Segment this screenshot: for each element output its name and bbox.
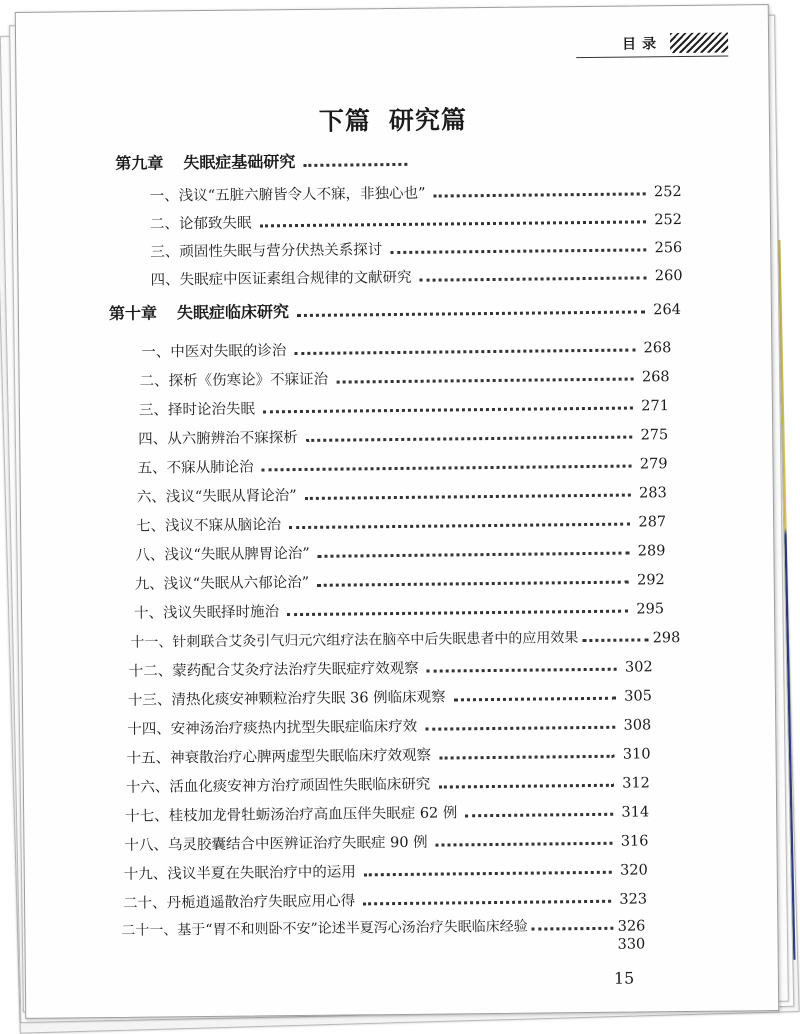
chapter-title: 失眠症临床研究: [176, 302, 290, 323]
leader-dots: [427, 668, 617, 673]
chapter-number: 第十章: [108, 303, 158, 324]
leader-dots: [336, 378, 634, 384]
leader-dots: [532, 927, 614, 931]
leader-dots: [287, 610, 628, 617]
part-name: 研究篇: [388, 105, 468, 136]
hatch-ornament-icon: [670, 33, 728, 54]
entry-title: 十八、乌灵胶囊结合中医辨证治疗失眠症 90 例: [124, 834, 428, 854]
leader-dots: [259, 220, 646, 227]
leader-dots: [420, 276, 647, 281]
entry-title: 三、顽固性失眠与营分伏热关系探讨: [150, 242, 383, 261]
leader-dots: [425, 726, 615, 731]
leader-dots: [289, 523, 630, 530]
toc-entry[interactable]: [150, 206, 682, 234]
toc-entry[interactable]: [124, 827, 648, 854]
chapter-number: 第九章: [115, 153, 164, 173]
toc-entry[interactable]: [136, 508, 666, 536]
header-rule: [576, 56, 728, 59]
running-head: [622, 32, 728, 55]
leader-dots: [317, 581, 629, 587]
entry-page: 289: [637, 543, 666, 560]
entry-title: 五、不寐从肺论治: [137, 459, 254, 477]
entry-page: 275: [640, 427, 669, 444]
leader-dots: [582, 638, 648, 642]
entry-page: 252: [654, 212, 683, 229]
entry-title: 二十一、基于“胃不和则卧不安”论述半夏泻心汤治疗失眠临床经验: [121, 918, 528, 939]
entry-page: 292: [636, 572, 665, 589]
entry-title: 三、择时论治失眠: [138, 401, 256, 419]
entry-title: 四、失眠症中医证素组合规律的文献研究: [150, 269, 412, 289]
entry-title: 十、浅议失眠择时施治: [133, 604, 280, 622]
leader-dots: [434, 192, 647, 197]
toc-entry[interactable]: [121, 912, 645, 939]
entry-page: 308: [623, 717, 652, 734]
entry-page: 316: [620, 833, 649, 850]
entry-page: 302: [624, 659, 653, 676]
toc-entry[interactable]: [150, 234, 682, 262]
entry-page: 287: [638, 514, 667, 531]
entry-title: 八、浅议“失眠从脾胃论治”: [135, 545, 310, 564]
leader-dots: [318, 552, 630, 558]
entry-page: 330: [617, 936, 646, 953]
toc-chapter-9[interactable]: [115, 149, 415, 174]
toc-entry[interactable]: [128, 682, 652, 709]
running-head-title: 目录: [622, 36, 663, 53]
entry-page: 314: [621, 804, 650, 821]
entry-page: 252: [653, 184, 682, 201]
entry-title: 二十、丹栀逍遥散治疗失眠应用心得: [123, 893, 356, 912]
toc-entry[interactable]: [125, 798, 649, 825]
leader-dots: [364, 871, 612, 877]
entry-title: 十三、清热化痰安神颗粒治疗失眠 36 例临床观察: [127, 689, 446, 709]
entry-title: 一、浅议“五脏六腑皆令人不寐，非独心也”: [149, 185, 426, 205]
toc-entry[interactable]: [129, 653, 653, 680]
entry-page: 298: [652, 630, 681, 647]
toc-entry[interactable]: [139, 363, 669, 391]
toc-entry[interactable]: [139, 392, 669, 420]
entry-title: 四、从六腑辨治不寐探析: [138, 430, 298, 448]
toc-entry[interactable]: [137, 450, 667, 478]
page-number: 15: [613, 968, 635, 988]
entry-page: 326: [617, 918, 646, 935]
entry-title: 十四、安神汤治疗痰热内扰型失眠症临床疗效: [127, 718, 418, 738]
leader-dots: [294, 348, 635, 355]
toc-entry[interactable]: [130, 624, 680, 652]
leader-dots: [454, 697, 617, 702]
entry-page: 310: [622, 746, 651, 763]
leader-dots: [305, 494, 631, 500]
entry-page: 271: [641, 398, 669, 415]
toc-entry[interactable]: [135, 566, 665, 594]
toc-entry[interactable]: [137, 479, 667, 507]
toc-entry[interactable]: [150, 262, 682, 290]
chapter-page: 264: [653, 302, 681, 319]
part-title: [17, 97, 769, 141]
entry-page: 268: [643, 340, 672, 357]
entry-page: 323: [619, 891, 648, 908]
toc-entry[interactable]: [141, 334, 671, 362]
leader-dots: [438, 784, 614, 789]
toc-entry[interactable]: [124, 856, 648, 883]
entry-page: 305: [624, 688, 653, 705]
entry-title: 十一、针刺联合艾灸引气归元穴组疗法在脑卒中后失眠患者中的应用效果: [130, 630, 579, 651]
toc-entry[interactable]: [134, 595, 664, 623]
leader-dots: [390, 248, 646, 254]
leader-dots: [303, 163, 407, 167]
toc-entry[interactable]: [123, 885, 647, 912]
leader-dots: [297, 310, 645, 317]
entry-title: 二、论郁致失眠: [149, 215, 252, 233]
toc-page: [15, 4, 780, 1019]
leader-dots: [306, 436, 633, 442]
toc-entry[interactable]: [126, 769, 650, 796]
toc-entry[interactable]: [135, 537, 665, 565]
chapter-title: 失眠症基础研究: [183, 152, 296, 173]
leader-dots: [436, 842, 613, 847]
toc-chapter-10[interactable]: [109, 296, 681, 324]
entry-page: 279: [639, 456, 668, 473]
entry-title: 十九、浅议半夏在失眠治疗中的运用: [123, 864, 356, 883]
entry-title: 一、中医对失眠的诊治: [141, 343, 287, 361]
entry-title: 九、浅议“失眠从六郁论治”: [134, 574, 310, 593]
entry-title: 六、浅议“失眠从肾论治”: [136, 488, 297, 506]
entry-title: 十二、蒙药配合艾灸疗法治疗失眠症疗效观察: [128, 660, 419, 680]
toc-entry[interactable]: [150, 178, 682, 206]
entry-page: 283: [639, 485, 667, 502]
entry-page: 320: [620, 862, 648, 879]
entry-title: 十五、神衰散治疗心脾两虚型失眠临床疗效观察: [126, 747, 432, 767]
entry-title: 十七、桂枝加龙骨牡蛎汤治疗高血压伴失眠症 62 例: [125, 805, 458, 825]
toc-entry[interactable]: [127, 711, 651, 738]
toc-entry[interactable]: [138, 421, 668, 449]
entry-title: 十六、活血化痰安神方治疗顽固性失眠临床研究: [125, 776, 431, 796]
leader-dots: [465, 813, 613, 818]
leader-dots: [439, 755, 615, 760]
entry-page: 295: [636, 601, 665, 618]
part-label: 下篇: [318, 106, 372, 136]
entry-page: 312: [622, 775, 650, 792]
leader-dots: [263, 407, 633, 414]
leader-dots: [363, 900, 611, 906]
entry-page: 260: [654, 267, 683, 285]
leader-dots: [262, 465, 632, 472]
entry-title: 七、浅议不寐从脑论治: [136, 517, 282, 535]
entry-title: 二、探析《伤寒论》不寐证治: [139, 371, 329, 390]
entry-page: 268: [641, 369, 670, 386]
entry-page: 256: [654, 239, 683, 257]
toc-entry[interactable]: [126, 740, 650, 767]
